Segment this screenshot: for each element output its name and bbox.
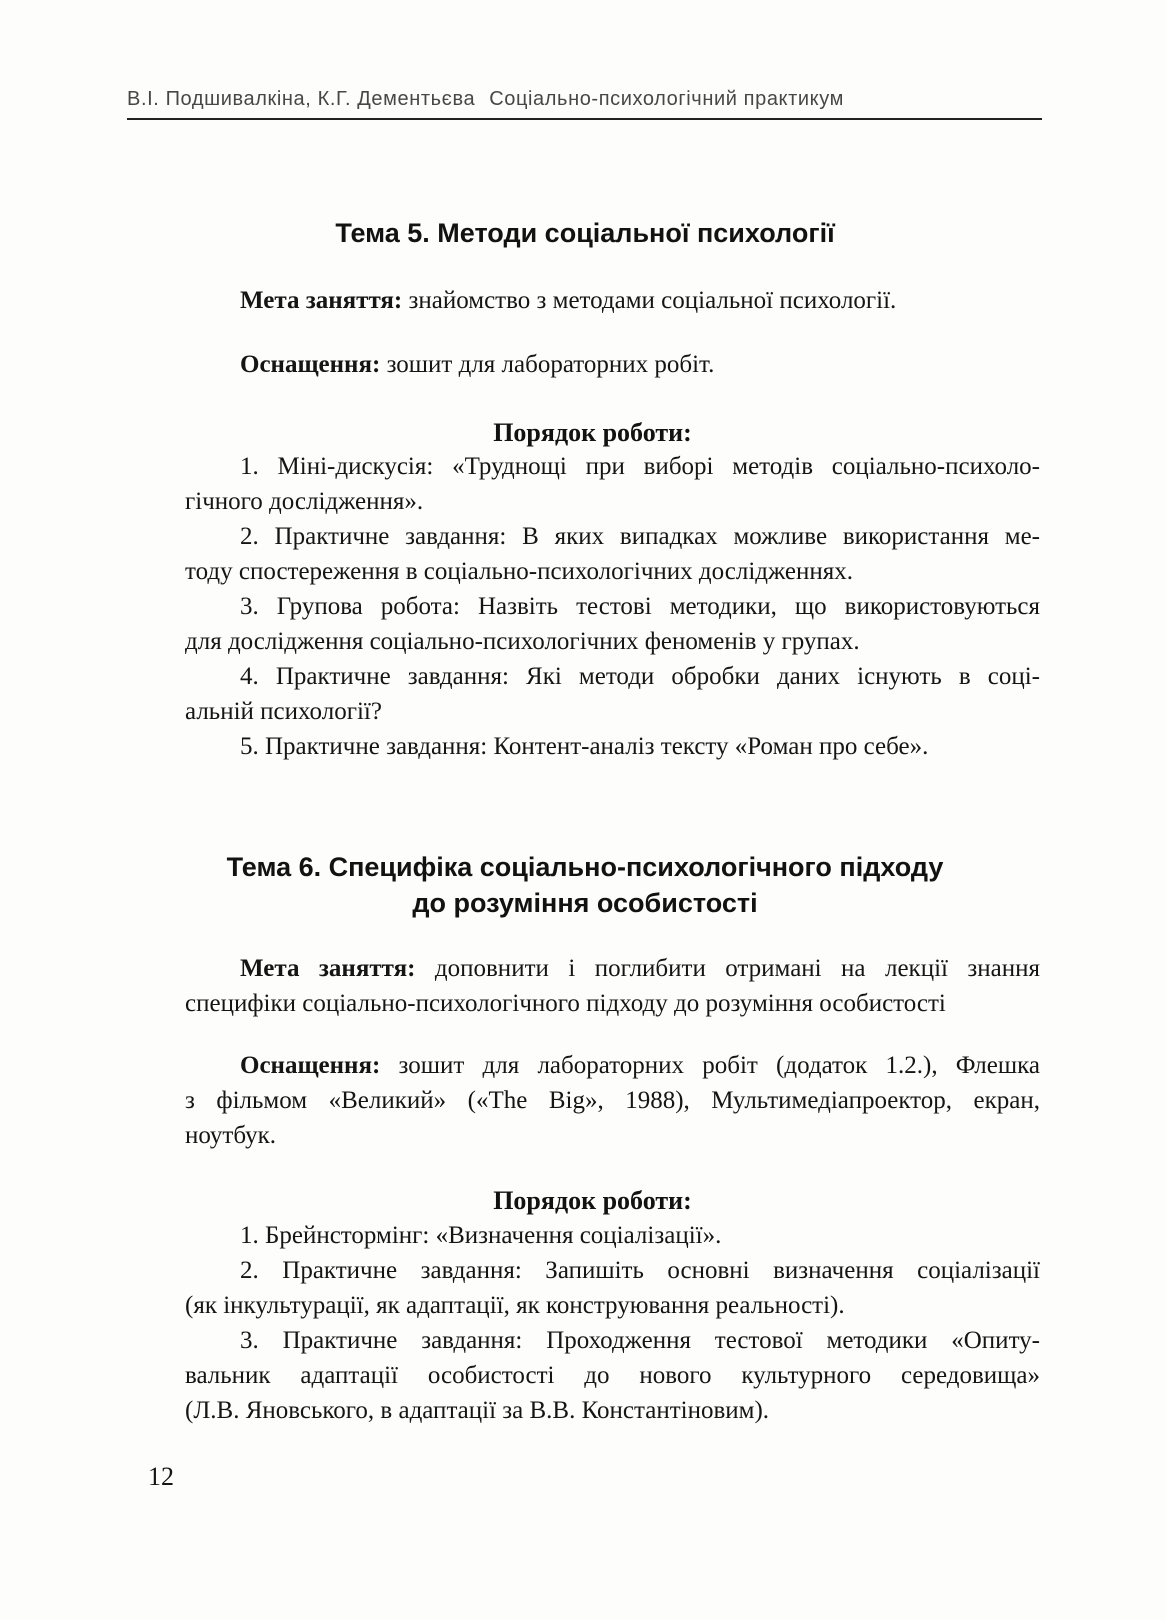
tema6-meta-line2: специфіки соціально-психологічного підходу до розуміння особистості xyxy=(185,990,946,1017)
list-item-line: гічного дослідження». xyxy=(185,488,424,515)
list-item-line: для дослідження соціально-психологічних феноменів у групах. xyxy=(185,628,860,655)
list-item-line: 5. Практичне завдання: Контент-аналіз тексту «Роман про себе». xyxy=(240,733,929,760)
running-header xyxy=(127,86,1042,120)
header-authors: В.І. Подшивалкіна, К.Г. Дементьєва xyxy=(127,88,476,110)
list-item-line: 2. Практичне завдання: В яких випадках можливе використання ме- xyxy=(240,523,1040,550)
tema6-meta-paragraph xyxy=(185,951,1040,1021)
tema6-order-heading: Порядок роботи: xyxy=(493,1186,692,1215)
list-item-line: 4. Практичне завдання: Які методи обробки даних існують в соці- xyxy=(240,663,1040,690)
tema5-meta-label: Мета заняття: xyxy=(240,287,403,314)
list-item-line: 1. Міні-дискусія: «Труднощі при виборі методів соціально-психоло- xyxy=(240,453,1040,480)
tema5-title: Тема 5. Методи соціальної психології xyxy=(335,218,835,248)
tema5-meta-paragraph xyxy=(185,283,1040,318)
tema5-work-list xyxy=(185,449,1040,764)
tema6-meta-label: Мета заняття: xyxy=(240,955,416,982)
page-number: 12 xyxy=(148,1462,174,1491)
tema6-equipment-line3: ноутбук. xyxy=(185,1122,277,1149)
list-item-line: вальник адаптації особистості до нового культурного середовища» xyxy=(185,1362,1040,1389)
tema6-meta-line1: доповнити і поглибити отримані на лекції знання xyxy=(434,955,1041,982)
list-item-line: (Л.В. Яновського, в адаптації за В.В. Константіновим). xyxy=(185,1397,770,1424)
header-book-title: Соціально-психологічний практикум xyxy=(489,88,844,110)
tema6-title xyxy=(130,849,1040,921)
tema6-equipment-line1: зошит для лабораторних робіт (додаток 1.2.), Флешка xyxy=(398,1052,1040,1079)
tema5-equipment-paragraph xyxy=(185,347,1040,382)
list-item-line: 3. Практичне завдання: Проходження тестової методики «Опиту- xyxy=(240,1327,1040,1354)
tema5-order-heading: Порядок роботи: xyxy=(493,418,692,447)
tema5-equipment-label: Оснащення: xyxy=(240,351,381,378)
tema6-equipment-paragraph xyxy=(185,1048,1040,1153)
tema5-equipment-text: зошит для лабораторних робіт. xyxy=(386,351,715,378)
list-item-line: 3. Групова робота: Назвіть тестові методики, що використовуються xyxy=(240,593,1040,620)
list-item-line: 1. Брейнстормінг: «Визначення соціалізації». xyxy=(240,1222,722,1249)
tema6-work-list xyxy=(185,1218,1040,1428)
list-item-line: 2. Практичне завдання: Запишіть основні визначення соціалізації xyxy=(240,1257,1040,1284)
tema6-title-line2: до розуміння особистості xyxy=(412,888,758,918)
tema6-title-line1: Тема 6. Специфіка соціально-психологічного підходу xyxy=(226,852,944,882)
list-item-line: (як інкультурації, як адаптації, як конструювання реальності). xyxy=(185,1292,845,1319)
list-item-line: тоду спостереження в соціально-психологічних дослідженнях. xyxy=(185,558,854,585)
tema6-equipment-label: Оснащення: xyxy=(240,1052,381,1079)
tema6-equipment-line2: з фільмом «Великий» («The Big», 1988), Мультимедіапроектор, екран, xyxy=(185,1087,1040,1114)
tema5-meta-text: знайомство з методами соціальної психології. xyxy=(408,287,897,314)
list-item-line: альній психології? xyxy=(185,698,382,725)
